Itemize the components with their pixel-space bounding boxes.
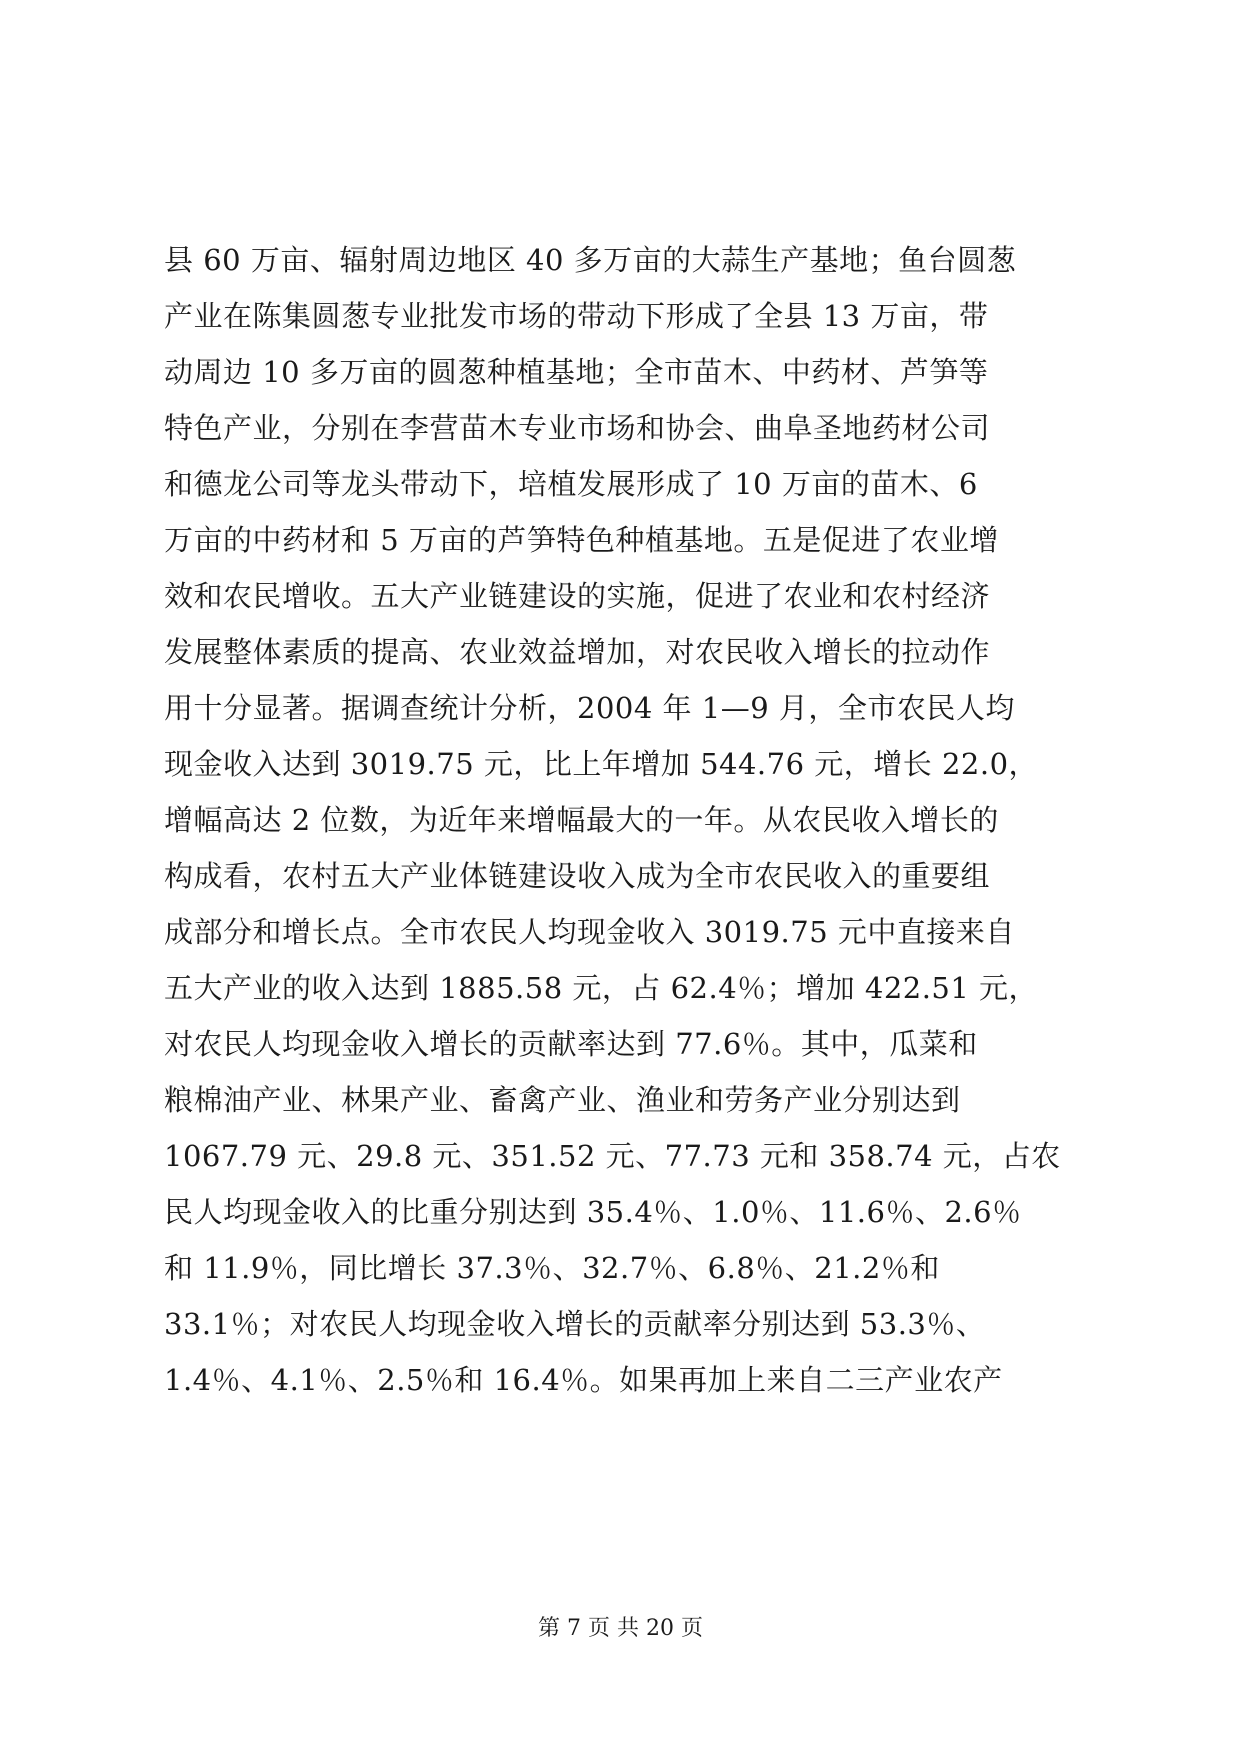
text-line: 1067.79 元、29.8 元、351.52 元、77.73 元和 358.74 元，占农 (164, 1139, 1061, 1173)
page-number-footer: 第 7 页 共 20 页 (538, 1616, 703, 1641)
body-text (164, 232, 1124, 1408)
text-line: 构成看，农村五大产业体链建设收入成为全市农民收入的重要组 (164, 859, 991, 893)
text-line: 对农民人均现金收入增长的贡献率达到 77.6％。其中，瓜菜和 (164, 1027, 978, 1061)
text-line: 动周边 10 多万亩的圆葱种植基地；全市苗木、中药材、芦笋等 (164, 355, 989, 389)
text-line: 粮棉油产业、林果产业、畜禽产业、渔业和劳务产业分别达到 (164, 1083, 961, 1117)
text-line: 特色产业，分别在李营苗木专业市场和协会、曲阜圣地药材公司 (164, 411, 991, 445)
text-line: 33.1％；对农民人均现金收入增长的贡献率分别达到 53.3％、 (164, 1307, 986, 1341)
text-line: 成部分和增长点。全市农民人均现金收入 3019.75 元中直接来自 (164, 915, 1015, 949)
text-line: 和德龙公司等龙头带动下，培植发展形成了 10 万亩的苗木、6 (164, 467, 978, 501)
text-line: 五大产业的收入达到 1885.58 元，占 62.4％；增加 422.51 元， (164, 971, 1039, 1005)
text-line: 民人均现金收入的比重分别达到 35.4％、1.0％、11.6％、2.6％ (164, 1195, 1022, 1229)
text-line: 效和农民增收。五大产业链建设的实施，促进了农业和农村经济 (164, 579, 991, 613)
text-line: 用十分显著。据调查统计分析，2004 年 1—9 月，全市农民人均 (164, 691, 1015, 725)
text-line: 发展整体素质的提高、农业效益增加，对农民收入增长的拉动作 (164, 635, 991, 669)
text-line: 县 60 万亩、辐射周边地区 40 多万亩的大蒜生产基地；鱼台圆葱 (164, 243, 1017, 277)
text-line: 万亩的中药材和 5 万亩的芦笋特色种植基地。五是促进了农业增 (164, 523, 999, 557)
text-line: 增幅高达 2 位数，为近年来增幅最大的一年。从农民收入增长的 (164, 803, 999, 837)
text-line: 产业在陈集圆葱专业批发市场的带动下形成了全县 13 万亩，带 (164, 299, 989, 333)
text-line: 现金收入达到 3019.75 元，比上年增加 544.76 元，增长 22.0， (164, 747, 1039, 781)
text-line: 和 11.9％，同比增长 37.3％、32.7％、6.8％、21.2％和 (164, 1251, 940, 1285)
text-line: 1.4％、4.1％、2.5％和 16.4％。如果再加上来自二三产业农产 (164, 1363, 1003, 1397)
